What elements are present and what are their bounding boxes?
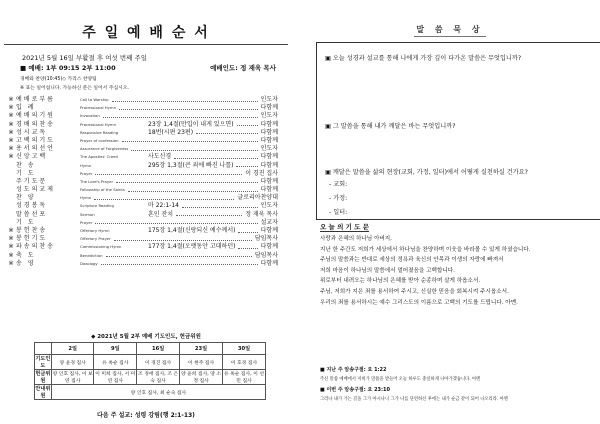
order-name: 송 영: [16, 259, 36, 267]
order-list: [8, 96, 278, 268]
order-english: Invocation: [80, 113, 100, 119]
order-row: [8, 137, 278, 145]
order-detail: 177장 1,4절(오랫동안 고대하던): [148, 243, 236, 251]
order-name: 찬 송: [16, 161, 36, 169]
order-name: 신앙고백: [16, 153, 48, 161]
worship-leader: 예배인도: 정 재욱 목사: [210, 64, 276, 72]
order-english: Processional Hymn: [80, 105, 116, 111]
order-english: The Apostles' Creed: [80, 154, 118, 160]
order-row: [8, 211, 278, 219]
order-mark: ※: [8, 96, 14, 103]
worship-time: ■ 예배: 1부 09:15 2부 11:00: [20, 64, 116, 72]
schedule-row: [35, 355, 266, 370]
order-english: Offertory Prayer: [80, 236, 111, 242]
order-row: [8, 96, 278, 104]
leader-dots: [116, 182, 258, 183]
order-mark: ※: [8, 243, 14, 251]
order-row: [8, 170, 278, 178]
order-mark: ※: [8, 227, 14, 234]
order-detail: 295장 1,3절(큰 죄에 빠진 나를): [148, 161, 234, 169]
meditation-divider: [414, 36, 486, 37]
schedule-row: [35, 370, 266, 385]
order-who: 설교자: [260, 218, 278, 226]
next-sermon: 다음 주 설교: 성령 강림(행 2:1-13): [97, 412, 195, 419]
order-name: 파송의찬송: [16, 243, 55, 251]
question-box: [316, 42, 600, 220]
order-mark: ※: [8, 112, 14, 120]
order-who: 담임목사: [254, 251, 278, 259]
leader-dots: [122, 141, 258, 142]
order-english: Hymn: [80, 162, 92, 168]
schedule-cell: 유 옥순 집사, 이 선민 집사: [223, 370, 266, 385]
order-mark: ※: [8, 153, 14, 161]
order-mark: ※: [8, 259, 14, 267]
order-row: [8, 202, 278, 210]
order-english: Prayer: [80, 219, 93, 225]
schedule-cell: 유 옥순 집사: [94, 355, 137, 370]
this-week-verse: ■ 이번 주 암송구절: 요 23:10: [320, 387, 390, 393]
schedule-cell: 양 윤희 집사, 양 소정 집사: [180, 370, 223, 385]
order-mark: ※: [8, 145, 14, 153]
order-mark: ※: [8, 136, 14, 144]
schedule-row: [35, 385, 266, 400]
meditation-panel: [304, 0, 596, 424]
order-mark: ※: [8, 120, 14, 128]
leader-dots: [238, 248, 258, 249]
order-who: 다함께: [260, 153, 278, 161]
answer-church: - 교회:: [329, 181, 348, 188]
order-row: [8, 129, 278, 137]
order-name: 성도의교제: [16, 186, 55, 194]
order-english: Fellowship of the Saints: [80, 187, 125, 193]
leader-dots: [94, 199, 234, 200]
prayer-line: 위로부터 내려오는 하나님의 은혜를 받아 순종하며 살게 하옵소서.: [320, 278, 481, 285]
order-who: 다함께: [260, 243, 278, 251]
order-name: 봉헌찬송: [16, 227, 48, 234]
order-row: [8, 252, 278, 260]
order-english: Sermon: [80, 211, 95, 217]
order-mark: ※: [8, 251, 14, 259]
leader-dots: [103, 117, 258, 118]
order-name: 기 도: [16, 169, 36, 177]
prayer-title: 오 늘 의 기 도 문: [320, 223, 369, 231]
order-who: 다함께: [260, 177, 278, 185]
order-mark: ※: [8, 104, 14, 112]
order-detail: 175장 1,4절(신랑되신 예수께서): [148, 227, 236, 234]
schedule-row-label: 안내위원: [35, 386, 51, 399]
order-name: 성경봉독: [16, 202, 48, 210]
order-detail: 23장 1,4절(만입이 내게 있으면): [148, 120, 234, 128]
order-name: 성시교독: [16, 128, 48, 136]
schedule-header: 9일: [94, 343, 137, 355]
order-name: 용서의선언: [16, 145, 55, 153]
order-name: 입 례: [16, 104, 36, 112]
answer-home: - 가정:: [329, 195, 348, 202]
prayer-line: 지난 한 주간도 저희가 세상에서 하나님을 찬양하며 이웃을 바라볼 수 있게 하셨습니다.: [320, 246, 531, 253]
order-name: 예배로부름: [16, 96, 55, 103]
order-row: [8, 162, 278, 170]
leader-dots: [236, 166, 258, 167]
standing-note: ※ 표는 일어섭니다. 가능하신 분은 일어서 주십시오.: [20, 86, 129, 91]
leader-dots: [174, 158, 258, 159]
leader-dots: [238, 232, 258, 233]
order-name: 예배의기원: [16, 112, 55, 120]
leader-dots: [95, 174, 242, 175]
title-divider: [4, 44, 288, 45]
order-who: 다함께: [260, 104, 278, 112]
question-3: ▣ 깨달은 말씀을 삶의 현장(교회, 가정, 일터)에서 어떻게 실천하실 건가요?: [325, 169, 528, 176]
order-row: [8, 194, 278, 202]
question-1: ▣ 오늘 성경과 설교를 통해 나에게 가장 깊이 다가온 말씀은 무엇입니까?: [325, 55, 522, 62]
order-name: 고백의기도: [16, 136, 55, 144]
order-name: 축 도: [16, 251, 36, 259]
date-line: 2021년 5월 16일 부활절 후 여섯 번째 주일: [22, 54, 148, 62]
order-english: Doxology: [80, 260, 98, 266]
leader-dots: [95, 223, 258, 224]
this-week-verse-text: 그러나 내가 가는 길을 그가 아시나니 그가 나를 단련하신 후에는 내가 순금 같이 되어 나오리라. 아멘: [320, 397, 508, 402]
order-who: 인도자: [260, 96, 278, 103]
leader-dots: [106, 256, 252, 257]
schedule-cell: 이 현주 집사: [180, 355, 223, 370]
schedule-cell: 양 인호 집사, 이 보연 집사: [51, 370, 94, 385]
leader-dots: [196, 133, 258, 134]
order-english: Responsive Reading: [80, 129, 119, 135]
leader-dots: [119, 109, 258, 110]
order-english: Offertory Hymn: [80, 228, 110, 233]
order-who: 다함께: [260, 186, 278, 194]
order-name: 말씀선포: [16, 210, 48, 218]
last-week-verse: ■ 지난 주 암송구절: 요 1:22: [320, 367, 387, 373]
order-english: Prayer: [80, 170, 93, 176]
meditation-title: 말 씀 묵 상: [416, 25, 484, 34]
order-row: [8, 227, 278, 235]
leader-dots: [128, 191, 258, 192]
question-2: ▣ 그 말씀을 통해 내가 깨달은 바는 무엇입니까?: [325, 123, 456, 130]
order-mark: ※: [8, 235, 14, 243]
order-name: 주기도문: [16, 177, 48, 185]
schedule-row-label: 헌금위원: [35, 371, 51, 384]
schedule-row-label: 기도인도: [35, 356, 51, 369]
order-who: 인도자: [260, 112, 278, 120]
prayer-line: 주님, 저희가 지은 죄를 용서하여 주시고, 신실한 믿음을 회복시켜 주시옵소서.: [320, 288, 509, 295]
schedule-header: 23일: [180, 343, 223, 355]
order-who: 이 경진 집사: [245, 169, 278, 177]
leader-dots: [176, 215, 242, 216]
order-row: [8, 219, 278, 227]
schedule-cell: 양 인호 집사, 최 순숙 집사: [51, 385, 265, 400]
schedule-header: 30일: [223, 343, 266, 355]
last-week-verse-text: 주신 말씀 예배에서 저희가 말씀을 받들어 오늘 하루도 충실하게 나아가겠습니다. 아멘: [320, 377, 481, 382]
worship-order-panel: [4, 0, 288, 424]
schedule-title: ◆ 2021년 5월 2부 예배 기도인도, 헌금위원: [91, 334, 201, 340]
order-english: The Lord's Prayer: [80, 178, 114, 184]
leader-dots: [237, 125, 258, 126]
order-row: [8, 153, 278, 161]
schedule-cell: 양 윤경 집사: [51, 355, 94, 370]
order-row: [8, 178, 278, 186]
order-english: Commissioning Hymn: [80, 244, 122, 250]
leader-dots: [112, 101, 258, 102]
leader-dots: [101, 264, 258, 265]
order-english: Assurance of Forgiveness: [80, 146, 129, 152]
schedule-cell: 이 호경 집사: [223, 355, 266, 370]
order-name: 기 도: [16, 218, 36, 226]
order-who: 다함께: [260, 136, 278, 144]
order-english: Hymn: [80, 195, 92, 201]
prep-line: 경배와 찬양(10:45)◇ 카리스 찬양팀: [20, 77, 97, 82]
schedule-cell: 이 미희 집사, 서 미연 집사: [94, 370, 137, 385]
order-english: Call to Worship: [80, 97, 109, 102]
order-detail: 마 22:1-14: [148, 202, 179, 210]
order-mark: ※: [8, 128, 14, 136]
prayer-line: 우리의 죄를 용서하시는 예수 그리스도의 이름으로 고백의 기도를 드립니다. 아멘.: [320, 299, 518, 306]
order-name: 경배의찬송: [16, 120, 55, 128]
order-name: 찬 양: [16, 194, 36, 202]
prayer-text: [320, 234, 596, 308]
leader-dots: [182, 207, 258, 208]
order-english: Benediction: [80, 252, 103, 258]
order-row: [8, 145, 278, 153]
order-row: [8, 121, 278, 129]
leader-dots: [131, 150, 258, 151]
page-title: 주 일 예 배 순 서: [82, 25, 210, 41]
order-english: Prayer of confession: [80, 137, 119, 143]
order-who: 정 재욱 목사: [245, 210, 278, 218]
schedule-header: 2일: [51, 343, 94, 355]
order-who: 다함께: [260, 161, 278, 169]
order-row: [8, 260, 278, 268]
order-row: [8, 112, 278, 120]
schedule-cell: 조 경애 집사, 조 은숙 집사: [137, 370, 180, 385]
prayer-line: 저희 마음이 하나님의 말씀에서 멀어졌음을 고백합니다.: [320, 267, 455, 274]
order-detail: 18번(시편 23편): [148, 128, 194, 136]
order-who: 인도자: [260, 145, 278, 153]
answer-work: - 일터:: [329, 209, 348, 216]
leader-dots: [114, 240, 252, 241]
schedule-cell: 이 경진 집사: [137, 355, 180, 370]
schedule-table: [34, 342, 266, 400]
order-english: Processional Hymn: [80, 121, 116, 127]
order-detail: 혼인 잔치: [148, 210, 174, 218]
prayer-line: 주님의 말씀과는 반대로 세상의 정욕과 육신의 안목과 이생의 자랑에 빠져서: [320, 257, 504, 264]
order-who: 인도자: [260, 202, 278, 210]
order-who: 다함께: [260, 227, 278, 234]
order-detail: 사도신경: [148, 153, 172, 161]
order-who: 담임목사: [254, 235, 278, 243]
order-who: 다함께: [260, 259, 278, 267]
order-row: [8, 243, 278, 251]
order-who: 다함께: [260, 128, 278, 136]
schedule-header: [35, 343, 52, 355]
order-who: 다함께: [260, 120, 278, 128]
order-english: Scripture Reading: [80, 203, 114, 209]
order-who: 글로리아찬양대: [237, 194, 278, 202]
order-name: 봉헌기도: [16, 235, 48, 243]
schedule-header: 16일: [137, 343, 180, 355]
prayer-line: 사랑과 은혜의 하나님 아버지,: [320, 236, 392, 242]
